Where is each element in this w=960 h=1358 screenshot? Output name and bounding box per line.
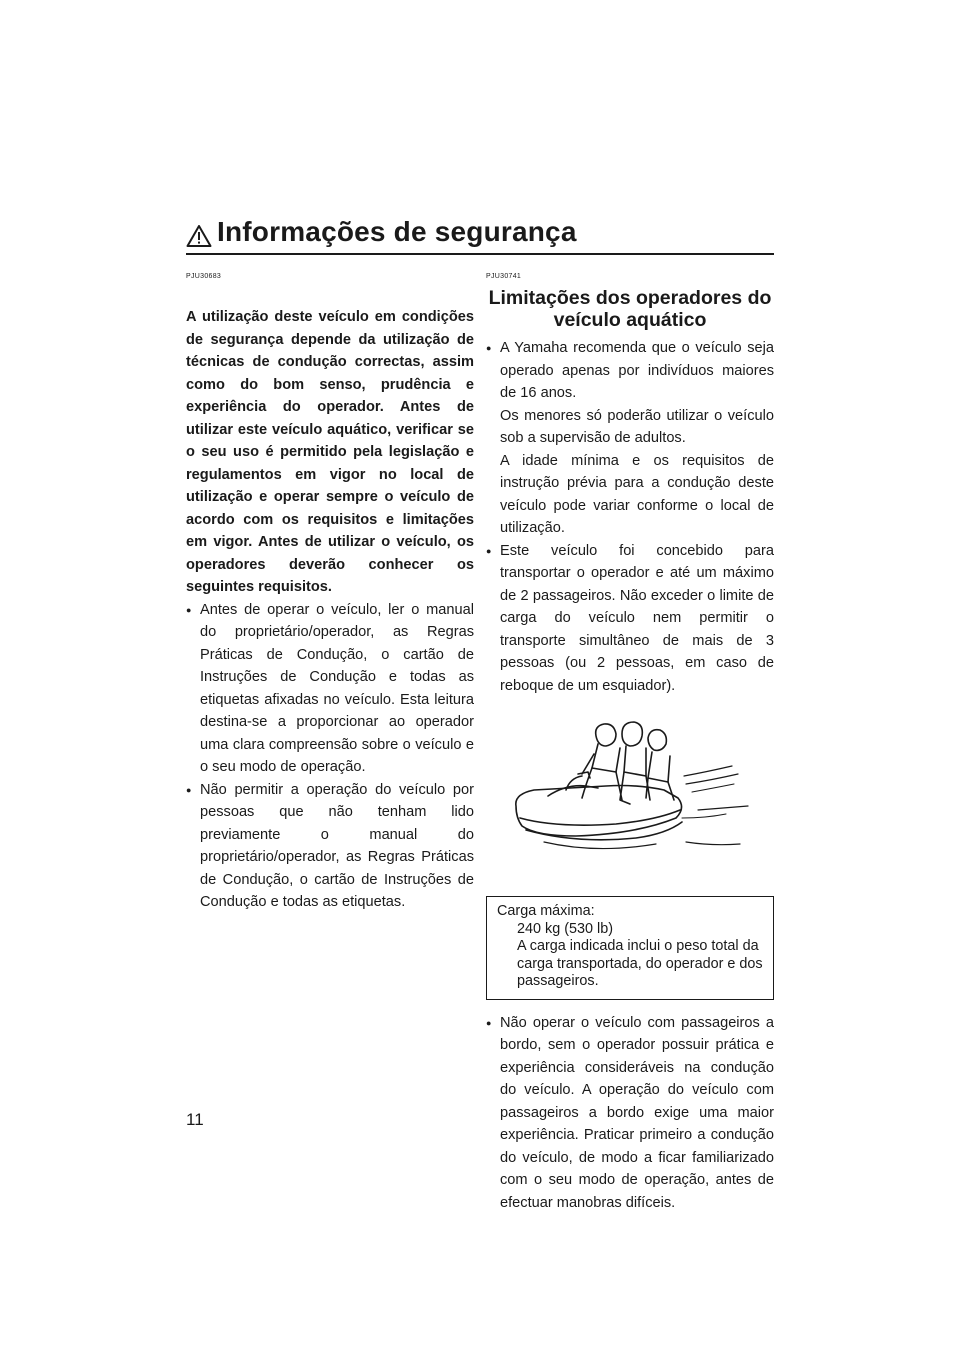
list-item-text: ● Este veículo foi concebido para transportar o operador e até um máximo de 2 passageiros. Não exceder o limite de carga do veículo nem permitir o transporte simultâneo de mais de 3 pessoas (ou 2 pessoas, em caso de reboque de um esquiador). bbox=[500, 542, 774, 694]
max-load-value: 240 kg (530 lb) bbox=[517, 920, 613, 937]
list-item bbox=[186, 779, 474, 914]
list-item-text: A idade mínima e os requisitos de instrução prévia para a condução deste veículo pode variar conforme o local de utilização. bbox=[500, 452, 774, 536]
page-number: 11 bbox=[186, 1110, 204, 1129]
list-item bbox=[486, 1012, 774, 1215]
list-item-text: Os menores só poderão utilizar o veículo sob a supervisão de adultos. bbox=[500, 407, 774, 446]
limitations-list bbox=[486, 337, 774, 697]
requirements-list bbox=[186, 599, 474, 914]
list-item-text: ● Não operar o veículo com passageiros a bordo, sem o operador possuir prática e experiência consideráveis na condução do veículo. A operação do veículo com passageiros a bordo exige uma maior experiência. Praticar primeiro a condução do veículo, de modo a ficar familiarizado com o seu modo de operação, antes de efectuar manobras difíceis. bbox=[500, 1014, 774, 1211]
page-title: Informações de segurança bbox=[217, 216, 577, 247]
max-load-note: A carga indicada inclui o peso total da carga transportada, do operador e dos passageiros. bbox=[517, 938, 763, 989]
list-item bbox=[486, 337, 774, 540]
left-column bbox=[186, 272, 474, 914]
list-item bbox=[486, 540, 774, 698]
section-code: PJU30683 bbox=[186, 273, 222, 280]
list-item-text: ● Não permitir a operação do veículo por pessoas que não tenham lido previamente o manual do proprietário/operador, as Regras Práticas de Condução, o cartão de Instruções de Condução e todas as etiquetas. bbox=[200, 781, 474, 910]
right-column bbox=[486, 272, 774, 1214]
max-load-details bbox=[497, 921, 763, 991]
list-item-text: ● A Yamaha recomenda que o veículo seja operado apenas por indivíduos maiores de 16 anos. bbox=[500, 340, 774, 401]
warning-triangle-icon bbox=[186, 224, 212, 248]
max-load-box bbox=[486, 896, 774, 1000]
section-code: PJU30741 bbox=[486, 273, 522, 280]
max-load-label: Carga máxima: bbox=[497, 903, 595, 919]
limitations-list-continued bbox=[486, 1012, 774, 1215]
intro-paragraph: A utilização deste veículo em condições de segurança depende da utilização de técnicas de condução correctas, assim como do bom senso, prudência e experiência do operador. Antes de utilizar este veículo aquático, verificar se o seu uso é permitido pela legislação e regulamentos em vigor no local de utilização e operar sempre o veículo de acordo com os requisitos e limitações em vigor. Antes de utilizar o veículo, os operadores deverão conhecer os seguintes requisitos. bbox=[186, 309, 474, 595]
list-item bbox=[186, 599, 474, 779]
watercraft-riders-illustration bbox=[486, 714, 774, 882]
page-header bbox=[186, 216, 774, 258]
header-rule bbox=[186, 253, 774, 255]
list-item-text: ● Antes de operar o veículo, ler o manual do proprietário/operador, as Regras Práticas de Condução, o cartão de Instruções de Condução e todas as etiquetas afixadas no veículo. Esta leitura destina-se a proporcionar ao operador uma clara compreensão sobre o veículo e o seu modo de operação. bbox=[200, 601, 474, 775]
section-heading: Limitações dos operadores do veículo aquático bbox=[488, 287, 772, 331]
